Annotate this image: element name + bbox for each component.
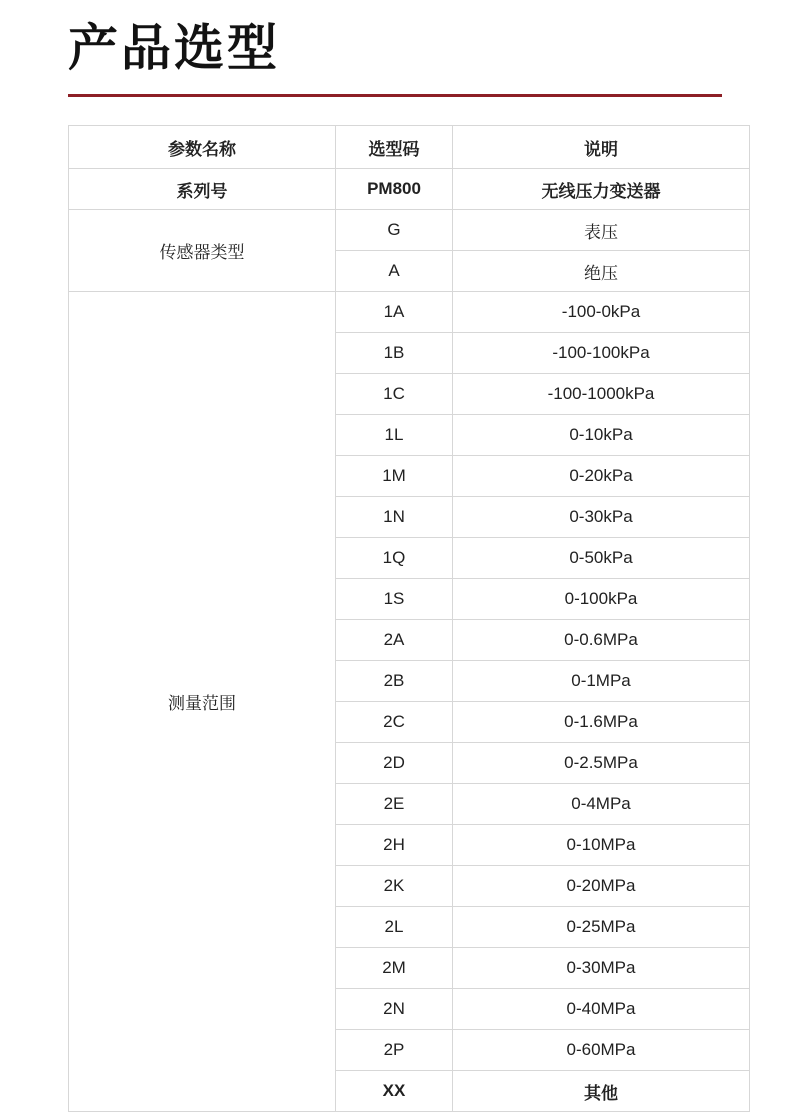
table-header-cell: 说明 <box>453 126 750 169</box>
description-cell: 0-30kPa <box>453 497 750 538</box>
selection-code-cell: 2N <box>336 989 453 1030</box>
description-cell: 无线压力变送器 <box>453 169 750 210</box>
table-row <box>69 169 750 210</box>
description-cell: 0-10kPa <box>453 415 750 456</box>
param-name-cell: 系列号 <box>69 169 336 210</box>
selection-code-cell: PM800 <box>336 169 453 210</box>
selection-table-body <box>69 126 750 1112</box>
selection-code-cell: 1M <box>336 456 453 497</box>
description-cell: -100-100kPa <box>453 333 750 374</box>
description-cell: 0-30MPa <box>453 948 750 989</box>
selection-code-cell: G <box>336 210 453 251</box>
table-header-cell: 选型码 <box>336 126 453 169</box>
description-cell: 0-4MPa <box>453 784 750 825</box>
description-cell: 0-1MPa <box>453 661 750 702</box>
description-cell: 表压 <box>453 210 750 251</box>
description-cell: 0-20kPa <box>453 456 750 497</box>
description-cell: -100-0kPa <box>453 292 750 333</box>
description-cell: 绝压 <box>453 251 750 292</box>
description-cell: 0-2.5MPa <box>453 743 750 784</box>
selection-code-cell: 2K <box>336 866 453 907</box>
selection-code-cell: 2D <box>336 743 453 784</box>
description-cell: 0-50kPa <box>453 538 750 579</box>
selection-code-cell: 1N <box>336 497 453 538</box>
selection-code-cell: 2H <box>336 825 453 866</box>
description-cell: 0-25MPa <box>453 907 750 948</box>
selection-code-cell: 2P <box>336 1030 453 1071</box>
table-header-row <box>69 126 750 169</box>
selection-code-cell: XX <box>336 1071 453 1112</box>
description-cell: -100-1000kPa <box>453 374 750 415</box>
selection-code-cell: 1Q <box>336 538 453 579</box>
selection-code-cell: 1B <box>336 333 453 374</box>
selection-code-cell: 2M <box>336 948 453 989</box>
selection-code-cell: 1S <box>336 579 453 620</box>
description-cell: 0-100kPa <box>453 579 750 620</box>
selection-code-cell: 2B <box>336 661 453 702</box>
description-cell: 0-0.6MPa <box>453 620 750 661</box>
description-cell: 0-1.6MPa <box>453 702 750 743</box>
selection-code-cell: 1L <box>336 415 453 456</box>
selection-code-cell: 2E <box>336 784 453 825</box>
description-cell: 其他 <box>453 1071 750 1112</box>
description-cell: 0-20MPa <box>453 866 750 907</box>
table-row <box>69 292 750 333</box>
selection-code-cell: 2C <box>336 702 453 743</box>
title-block <box>0 0 790 78</box>
selection-code-cell: 1C <box>336 374 453 415</box>
table-row <box>69 210 750 251</box>
selection-table <box>68 125 750 1112</box>
selection-code-cell: A <box>336 251 453 292</box>
param-name-cell: 传感器类型 <box>69 210 336 292</box>
title-underline-rule <box>68 94 722 97</box>
param-name-cell: 测量范围 <box>69 292 336 1112</box>
description-cell: 0-10MPa <box>453 825 750 866</box>
description-cell: 0-40MPa <box>453 989 750 1030</box>
selection-code-cell: 2L <box>336 907 453 948</box>
selection-code-cell: 1A <box>336 292 453 333</box>
selection-table-wrap <box>68 125 722 1112</box>
description-cell: 0-60MPa <box>453 1030 750 1071</box>
page-title: 产品选型 <box>68 20 280 76</box>
table-header-cell: 参数名称 <box>69 126 336 169</box>
selection-code-cell: 2A <box>336 620 453 661</box>
